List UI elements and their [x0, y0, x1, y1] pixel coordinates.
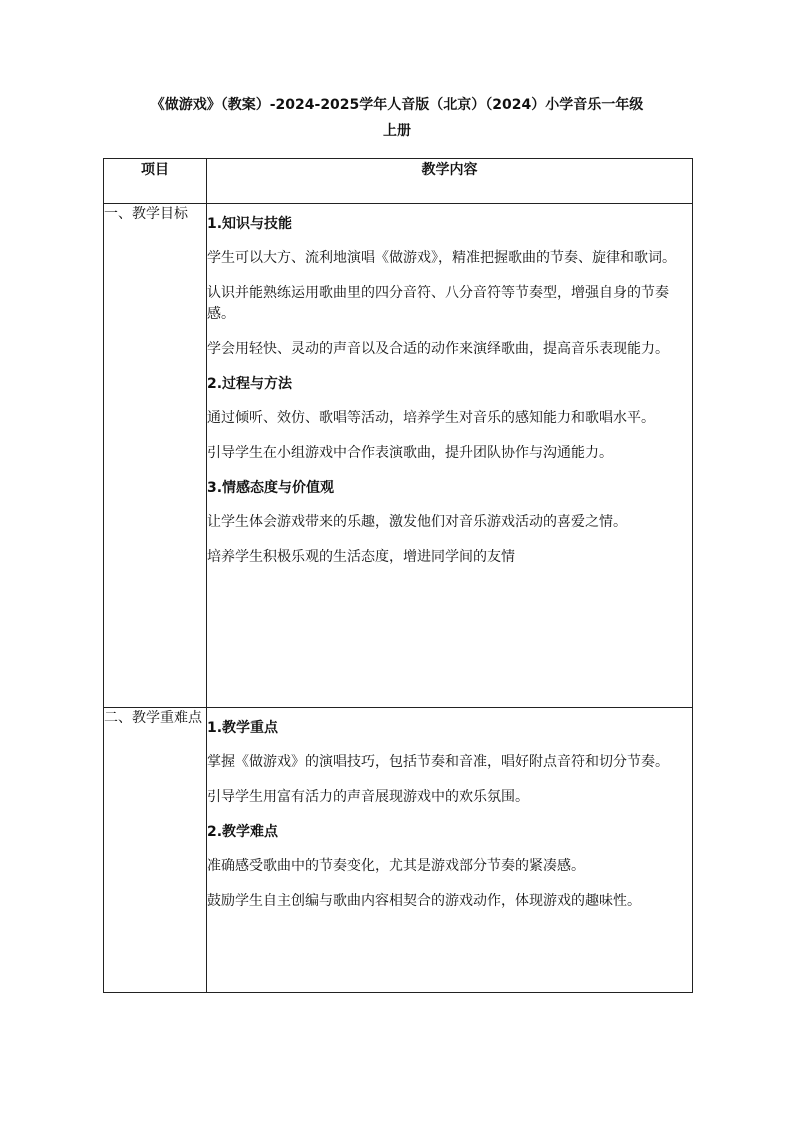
header-cell-item: 项目	[104, 159, 207, 204]
row-label-key-difficult-points: 二、教学重难点	[104, 708, 207, 993]
paragraph: 学会用轻快、灵动的声音以及合适的动作来演绎歌曲，提高音乐表现能力。	[207, 341, 669, 357]
document-title-line-1: 《做游戏》（教案）-2024-2025学年人音版（北京）（2024）小学音乐一年级	[150, 97, 644, 113]
lesson-plan-table	[103, 158, 693, 993]
table-row	[104, 708, 693, 993]
paragraph: 让学生体会游戏带来的乐趣，激发他们对音乐游戏活动的喜爱之情。	[207, 514, 627, 530]
section-heading: 1.知识与技能	[207, 216, 293, 232]
section-heading: 2.教学难点	[207, 824, 279, 840]
paragraph: 掌握《做游戏》的演唱技巧，包括节奏和音准，唱好附点音符和切分节奏。	[207, 754, 669, 770]
section-heading: 2.过程与方法	[207, 376, 293, 392]
document-title	[110, 92, 684, 144]
paragraph: 准确感受歌曲中的节奏变化，尤其是游戏部分节奏的紧凑感。	[207, 858, 585, 874]
document-title-line-2: 上册	[383, 123, 411, 139]
header-cell-content: 教学内容	[207, 159, 693, 204]
section-heading: 3.情感态度与价值观	[207, 480, 335, 496]
paragraph: 鼓励学生自主创编与歌曲内容相契合的游戏动作，体现游戏的趣味性。	[207, 893, 641, 909]
paragraph: 通过倾听、效仿、歌唱等活动，培养学生对音乐的感知能力和歌唱水平。	[207, 410, 655, 426]
paragraph: 引导学生用富有活力的声音展现游戏中的欢乐氛围。	[207, 789, 529, 805]
table-header-row	[104, 159, 693, 204]
paragraph: 培养学生积极乐观的生活态度，增进同学间的友情	[207, 549, 515, 565]
section-heading: 1.教学重点	[207, 720, 279, 736]
paragraph: 认识并能熟练运用歌曲里的四分音符、八分音符等节奏型，增强自身的节奏感。	[207, 285, 669, 322]
paragraph: 学生可以大方、流利地演唱《做游戏》，精准把握歌曲的节奏、旋律和歌词。	[207, 250, 676, 266]
table-row	[104, 204, 693, 708]
row-content-key-difficult-points	[207, 708, 693, 993]
row-content-teaching-objectives	[207, 204, 693, 708]
row-label-teaching-objectives: 一、教学目标	[104, 204, 207, 708]
paragraph: 引导学生在小组游戏中合作表演歌曲，提升团队协作与沟通能力。	[207, 445, 613, 461]
